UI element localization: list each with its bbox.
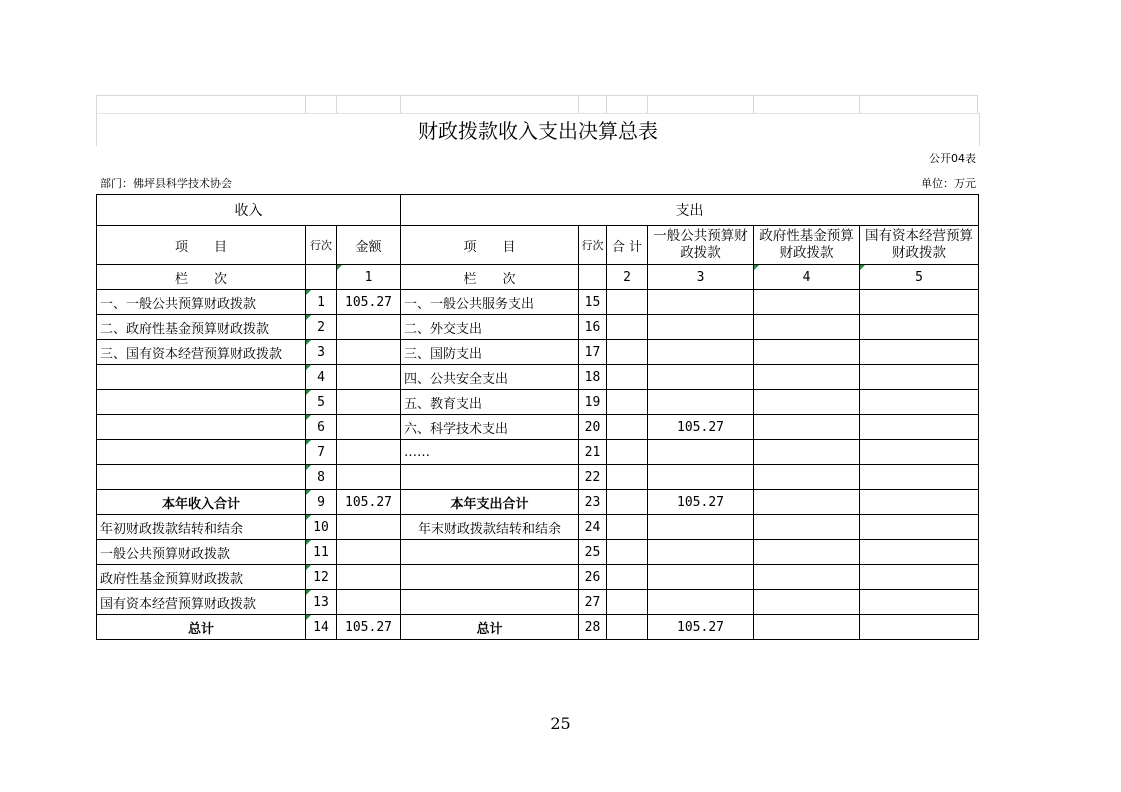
- general-budget-amount: [648, 590, 754, 615]
- column-index-label: 栏 次: [97, 265, 306, 290]
- expense-section-header: 支出: [401, 195, 979, 226]
- expense-row-no: 18: [579, 365, 607, 390]
- state-capital-amount: [860, 565, 979, 590]
- budget-summary-table: [96, 194, 979, 640]
- table-row: [97, 565, 979, 590]
- general-budget-amount: [648, 465, 754, 490]
- income-amount: [337, 465, 401, 490]
- expense-total: [607, 440, 648, 465]
- income-amount: [337, 515, 401, 540]
- income-item: 一、一般公共预算财政拨款: [97, 290, 306, 315]
- expense-total: [607, 540, 648, 565]
- income-row-no: 3: [306, 340, 337, 365]
- income-amount: [337, 440, 401, 465]
- table-row: [97, 615, 979, 640]
- income-row-no: 4: [306, 365, 337, 390]
- state-capital-amount: [860, 515, 979, 540]
- expense-row-no: 24: [579, 515, 607, 540]
- table-row: [97, 315, 979, 340]
- gov-fund-amount: [754, 440, 860, 465]
- gov-fund-amount: [754, 465, 860, 490]
- expense-total: [607, 340, 648, 365]
- state-capital-amount: [860, 490, 979, 515]
- gov-fund-amount: [754, 415, 860, 440]
- gov-fund-amount: [754, 365, 860, 390]
- income-amount: [337, 590, 401, 615]
- expense-item-header: 项 目: [401, 226, 579, 265]
- expense-row-no: 17: [579, 340, 607, 365]
- table-row: [97, 365, 979, 390]
- expense-total: [607, 465, 648, 490]
- gov-fund-amount: [754, 315, 860, 340]
- income-amount: [337, 315, 401, 340]
- unit-label: 单位：万元: [921, 177, 976, 190]
- state-capital-amount: [860, 415, 979, 440]
- column-index-blank-2: [579, 265, 607, 290]
- general-budget-amount: 105.27: [648, 615, 754, 640]
- state-capital-amount: [860, 440, 979, 465]
- income-item: [97, 465, 306, 490]
- expense-item: [401, 465, 579, 490]
- state-capital-amount: [860, 340, 979, 365]
- state-capital-amount: [860, 390, 979, 415]
- general-budget-amount: 105.27: [648, 415, 754, 440]
- expense-row-no: 16: [579, 315, 607, 340]
- expense-total: [607, 565, 648, 590]
- general-budget-amount: [648, 365, 754, 390]
- form-code: 公开04表: [929, 152, 976, 165]
- gov-fund-amount: [754, 590, 860, 615]
- gov-fund-amount: [754, 290, 860, 315]
- column-index-label-2: 栏 次: [401, 265, 579, 290]
- income-item: 年初财政拨款结转和结余: [97, 515, 306, 540]
- expense-total: [607, 315, 648, 340]
- expense-item: 一、一般公共服务支出: [401, 290, 579, 315]
- income-amount: 105.27: [337, 490, 401, 515]
- income-amount: 105.27: [337, 290, 401, 315]
- income-item: [97, 390, 306, 415]
- expense-item: ……: [401, 440, 579, 465]
- expense-row-no: 20: [579, 415, 607, 440]
- expense-row-no: 23: [579, 490, 607, 515]
- gov-fund-header: 政府性基金预算财政拨款: [754, 226, 860, 265]
- gov-fund-amount: [754, 615, 860, 640]
- state-capital-amount: [860, 365, 979, 390]
- income-item: 本年收入合计: [97, 490, 306, 515]
- income-item: [97, 440, 306, 465]
- column-index-blank: [306, 265, 337, 290]
- expense-total: [607, 515, 648, 540]
- expense-row-no: 19: [579, 390, 607, 415]
- income-row-no: 11: [306, 540, 337, 565]
- state-capital-amount: [860, 290, 979, 315]
- table-row: [97, 515, 979, 540]
- total-header: 合 计: [607, 226, 648, 265]
- column-index-1: 1: [337, 265, 401, 290]
- general-budget-header: 一般公共预算财政拨款: [648, 226, 754, 265]
- department-label: 部门：佛坪县科学技术协会: [100, 177, 232, 190]
- gov-fund-amount: [754, 515, 860, 540]
- table-row: [97, 490, 979, 515]
- general-budget-amount: 105.27: [648, 490, 754, 515]
- expense-item: 本年支出合计: [401, 490, 579, 515]
- page-number: 25: [550, 714, 571, 733]
- income-row-no: 10: [306, 515, 337, 540]
- income-row-no-header: 行次: [306, 226, 337, 265]
- income-row-no: 1: [306, 290, 337, 315]
- expense-row-no: 21: [579, 440, 607, 465]
- report-title: 财政拨款收入支出决算总表: [96, 113, 980, 146]
- expense-total: [607, 365, 648, 390]
- general-budget-amount: [648, 565, 754, 590]
- expense-total: [607, 615, 648, 640]
- state-capital-amount: [860, 465, 979, 490]
- income-item: 总计: [97, 615, 306, 640]
- income-row-no: 8: [306, 465, 337, 490]
- general-budget-amount: [648, 515, 754, 540]
- general-budget-amount: [648, 390, 754, 415]
- state-capital-amount: [860, 540, 979, 565]
- column-index-3: 3: [648, 265, 754, 290]
- income-amount: 105.27: [337, 615, 401, 640]
- expense-row-no: 26: [579, 565, 607, 590]
- table-row: [97, 590, 979, 615]
- expense-item: 四、公共安全支出: [401, 365, 579, 390]
- income-item: [97, 415, 306, 440]
- table-row: [97, 390, 979, 415]
- expense-row-no: 25: [579, 540, 607, 565]
- general-budget-amount: [648, 290, 754, 315]
- income-row-no: 2: [306, 315, 337, 340]
- expense-item: 六、科学技术支出: [401, 415, 579, 440]
- sheet-gridlines: [96, 95, 978, 114]
- income-item: 一般公共预算财政拨款: [97, 540, 306, 565]
- expense-item: 二、外交支出: [401, 315, 579, 340]
- general-budget-amount: [648, 315, 754, 340]
- expense-item: 年末财政拨款结转和结余: [401, 515, 579, 540]
- income-amount: [337, 415, 401, 440]
- gov-fund-amount: [754, 540, 860, 565]
- income-item: [97, 365, 306, 390]
- expense-total: [607, 290, 648, 315]
- income-amount: [337, 340, 401, 365]
- expense-row-no: 15: [579, 290, 607, 315]
- expense-total: [607, 415, 648, 440]
- income-amount-header: 金额: [337, 226, 401, 265]
- income-row-no: 13: [306, 590, 337, 615]
- expense-item: [401, 565, 579, 590]
- expense-item: 总计: [401, 615, 579, 640]
- expense-item: [401, 590, 579, 615]
- income-row-no: 6: [306, 415, 337, 440]
- expense-row-no: 27: [579, 590, 607, 615]
- income-item: 国有资本经营预算财政拨款: [97, 590, 306, 615]
- column-index-4: 4: [754, 265, 860, 290]
- expense-row-no: 22: [579, 465, 607, 490]
- income-amount: [337, 565, 401, 590]
- table-row: [97, 465, 979, 490]
- gov-fund-amount: [754, 340, 860, 365]
- expense-total: [607, 390, 648, 415]
- expense-total: [607, 490, 648, 515]
- state-capital-amount: [860, 615, 979, 640]
- income-row-no: 12: [306, 565, 337, 590]
- income-item: 二、政府性基金预算财政拨款: [97, 315, 306, 340]
- general-budget-amount: [648, 540, 754, 565]
- income-row-no: 7: [306, 440, 337, 465]
- income-row-no: 9: [306, 490, 337, 515]
- income-amount: [337, 365, 401, 390]
- income-section-header: 收入: [97, 195, 401, 226]
- table-row: [97, 540, 979, 565]
- table-row: [97, 340, 979, 365]
- expense-item: 三、国防支出: [401, 340, 579, 365]
- expense-row-no-header: 行次: [579, 226, 607, 265]
- expense-item: [401, 540, 579, 565]
- state-capital-amount: [860, 315, 979, 340]
- table-row: [97, 440, 979, 465]
- income-row-no: 5: [306, 390, 337, 415]
- income-item: 政府性基金预算财政拨款: [97, 565, 306, 590]
- table-row: [97, 290, 979, 315]
- income-amount: [337, 540, 401, 565]
- state-capital-amount: [860, 590, 979, 615]
- column-index-2: 2: [607, 265, 648, 290]
- general-budget-amount: [648, 440, 754, 465]
- expense-row-no: 28: [579, 615, 607, 640]
- income-item-header: 项 目: [97, 226, 306, 265]
- state-capital-header: 国有资本经营预算财政拨款: [860, 226, 979, 265]
- gov-fund-amount: [754, 390, 860, 415]
- gov-fund-amount: [754, 490, 860, 515]
- column-index-5: 5: [860, 265, 979, 290]
- expense-item: 五、教育支出: [401, 390, 579, 415]
- gov-fund-amount: [754, 565, 860, 590]
- general-budget-amount: [648, 340, 754, 365]
- table-row: [97, 415, 979, 440]
- income-item: 三、国有资本经营预算财政拨款: [97, 340, 306, 365]
- income-amount: [337, 390, 401, 415]
- income-row-no: 14: [306, 615, 337, 640]
- expense-total: [607, 590, 648, 615]
